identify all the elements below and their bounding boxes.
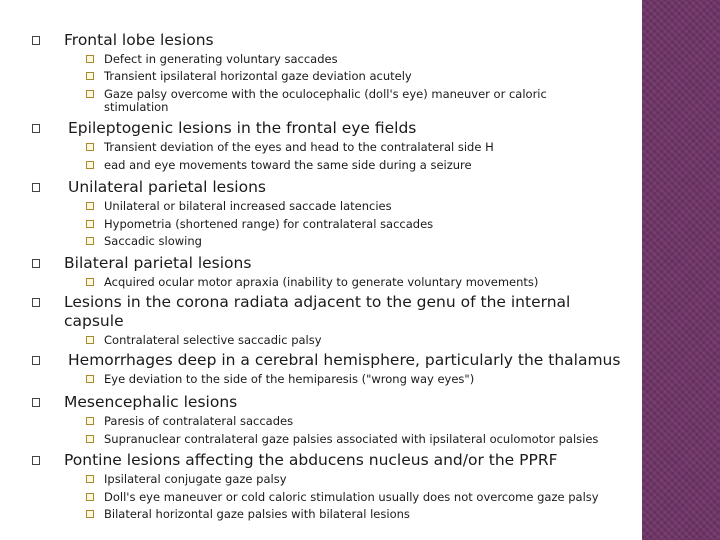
section-heading: Hemorrhages deep in a cerebral hemisphere, particularly the thalamus — [68, 351, 621, 369]
list-item-text: Paresis of contralateral saccades — [104, 414, 294, 428]
square-bullet-icon — [86, 90, 94, 98]
square-bullet-icon — [86, 161, 94, 169]
section-heading: Bilateral parietal lesions — [64, 254, 252, 272]
list-item-text: ead and eye movements toward the same side during a seizure — [104, 158, 472, 172]
checkbox-bullet-icon — [32, 124, 40, 133]
list-item-text: Bilateral horizontal gaze palsies with bilateral lesions — [104, 507, 410, 521]
square-bullet-icon — [86, 417, 94, 425]
square-bullet-icon — [86, 475, 94, 483]
checkbox-bullet-icon — [32, 456, 40, 465]
square-bullet-icon — [86, 55, 94, 63]
checkbox-bullet-icon — [32, 398, 40, 407]
square-bullet-icon — [86, 278, 94, 286]
square-bullet-icon — [86, 375, 94, 383]
list-item-text: Acquired ocular motor apraxia (inability to generate voluntary movements) — [104, 275, 539, 289]
checkbox-bullet-icon — [32, 259, 40, 268]
section-heading: Pontine lesions affecting the abducens nucleus and/or the PPRF — [64, 451, 558, 469]
section-heading: Frontal lobe lesions — [64, 31, 214, 49]
list-item-text: Transient deviation of the eyes and head to the contralateral side H — [104, 140, 494, 154]
list-item-text: Transient ipsilateral horizontal gaze deviation acutely — [104, 69, 412, 83]
checkbox-bullet-icon — [32, 36, 40, 45]
list-item-text: Eye deviation to the side of the hemiparesis ("wrong way eyes") — [104, 372, 475, 386]
square-bullet-icon — [86, 202, 94, 210]
checkbox-bullet-icon — [32, 356, 40, 365]
list-item-text: Gaze palsy overcome with the oculocephalic (doll's eye) maneuver or caloric stimulation — [104, 87, 547, 114]
checkbox-bullet-icon — [32, 298, 40, 307]
list-item-text: Doll's eye maneuver or cold caloric stimulation usually does not overcome gaze palsy — [104, 490, 599, 504]
square-bullet-icon — [86, 435, 94, 443]
list-item-text: Hypometria (shortened range) for contralateral saccades — [104, 217, 434, 231]
square-bullet-icon — [86, 493, 94, 501]
list-item-text: Saccadic slowing — [104, 234, 202, 248]
square-bullet-icon — [86, 72, 94, 80]
section-heading: Epileptogenic lesions in the frontal eye fields — [68, 119, 417, 137]
list-item-text: Ipsilateral conjugate gaze palsy — [104, 472, 287, 486]
square-bullet-icon — [86, 237, 94, 245]
list-item-text: Supranuclear contralateral gaze palsies associated with ipsilateral oculomotor palsies — [104, 432, 599, 446]
section-heading: Unilateral parietal lesions — [68, 178, 266, 196]
square-bullet-icon — [86, 336, 94, 344]
list-item-text: Contralateral selective saccadic palsy — [104, 333, 322, 347]
square-bullet-icon — [86, 220, 94, 228]
square-bullet-icon — [86, 143, 94, 151]
section-heading: Lesions in the corona radiata adjacent to the genu of the internal capsule — [64, 293, 571, 330]
list-item-text: Defect in generating voluntary saccades — [104, 52, 338, 66]
checkbox-bullet-icon — [32, 183, 40, 192]
decorative-sidebar — [642, 0, 720, 540]
square-bullet-icon — [86, 510, 94, 518]
section-heading: Mesencephalic lesions — [64, 393, 238, 411]
list-item-text: Unilateral or bilateral increased saccade latencies — [104, 199, 392, 213]
